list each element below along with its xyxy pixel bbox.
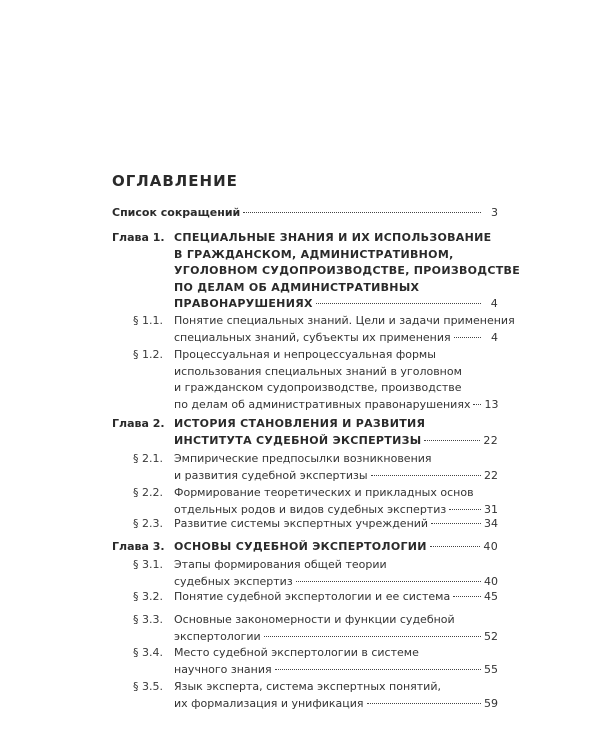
section-title-line: Этапы формирования общей теории xyxy=(174,558,387,571)
page-title: ОГЛАВЛЕНИЕ xyxy=(112,172,238,190)
section-title xyxy=(174,645,498,678)
dot-leader xyxy=(453,596,481,597)
chapter-title-line: СПЕЦИАЛЬНЫЕ ЗНАНИЯ И ИХ ИСПОЛЬЗОВАНИЕ xyxy=(174,231,492,244)
section-title xyxy=(174,679,498,712)
chapter-title-line: ИСТОРИЯ СТАНОВЛЕНИЯ И РАЗВИТИЯ xyxy=(174,417,426,430)
section-title-line: отдельных родов и видов судебных экспертиз xyxy=(174,502,447,516)
dot-leader xyxy=(275,669,481,670)
dot-leader xyxy=(431,523,481,524)
section-label: § 3.3. xyxy=(133,613,163,626)
section-title xyxy=(174,347,498,413)
page-number: 3 xyxy=(491,206,498,219)
section-label: § 1.1. xyxy=(133,314,163,327)
section-title-line: Понятие судебной экспертологии и ее система xyxy=(174,590,451,603)
section-title xyxy=(174,589,498,606)
section-title xyxy=(174,313,515,346)
chapter-title-line: ПО ДЕЛАМ ОБ АДМИНИСТРАТИВНЫХ xyxy=(174,280,420,294)
page-number: 59 xyxy=(484,696,498,710)
dot-leader xyxy=(424,440,480,441)
dot-leader xyxy=(367,703,481,704)
section-title-line: Понятие специальных знаний. Цели и задачи применения xyxy=(174,314,515,327)
dot-leader xyxy=(296,581,481,582)
chapter-title xyxy=(174,230,521,313)
section-title-line: и гражданском судопроизводстве, производстве xyxy=(174,381,462,394)
page-number: 31 xyxy=(484,502,498,516)
section-title-line: Развитие системы экспертных учреждений xyxy=(174,517,429,530)
page-number: 34 xyxy=(484,517,498,530)
chapter-label: Глава 2. xyxy=(112,417,165,430)
dot-leader xyxy=(473,404,481,405)
section-title-line: использования специальных знаний в уголовном xyxy=(174,364,462,378)
page-number: 40 xyxy=(484,574,498,588)
page-number: 22 xyxy=(484,468,498,482)
page-number: 4 xyxy=(491,330,498,344)
dot-leader xyxy=(243,212,481,213)
page-number: 40 xyxy=(483,540,498,553)
section-title-line: их формализация и унификация xyxy=(174,696,364,710)
section-label: § 3.1. xyxy=(133,558,163,571)
section-title-line: судебных экспертиз xyxy=(174,574,293,588)
page-number: 22 xyxy=(483,433,498,447)
chapter-title-line: ПРАВОНАРУШЕНИЯХ xyxy=(174,297,313,310)
section-label: § 2.1. xyxy=(133,452,163,465)
section-title-line: Процессуальная и непроцессуальная формы xyxy=(174,348,436,361)
section-title-line: Место судебной экспертологии в системе xyxy=(174,646,419,659)
section-label: § 2.3. xyxy=(133,517,163,530)
section-title xyxy=(174,485,498,518)
chapter-title-line: УГОЛОВНОМ СУДОПРОИЗВОДСТВЕ, ПРОИЗВОДСТВЕ xyxy=(174,264,521,277)
section-title-line: Формирование теоретических и прикладных основ xyxy=(174,486,474,499)
page-number: 4 xyxy=(490,297,498,310)
dot-leader xyxy=(430,546,481,547)
section-title-line: экспертологии xyxy=(174,629,261,643)
chapter-title-line: В ГРАЖДАНСКОМ, АДМИНИСТРАТИВНОМ, xyxy=(174,247,454,261)
dot-leader xyxy=(371,475,481,476)
dot-leader xyxy=(454,337,481,338)
section-title-line: по делам об административных правонарушениях xyxy=(174,397,471,411)
dot-leader xyxy=(264,636,481,637)
section-title xyxy=(174,557,498,590)
abbreviations-title: Список сокращений xyxy=(112,206,241,219)
chapter-label: Глава 1. xyxy=(112,231,165,244)
section-label: § 2.2. xyxy=(133,486,163,499)
section-label: § 3.5. xyxy=(133,680,163,693)
section-title xyxy=(174,612,498,645)
section-label: § 3.4. xyxy=(133,646,163,659)
page-number: 52 xyxy=(484,629,498,643)
section-title-line: научного знания xyxy=(174,662,272,676)
section-title xyxy=(174,516,498,533)
dot-leader xyxy=(316,303,481,304)
chapter-title-line: ИНСТИТУТА СУДЕБНОЙ ЭКСПЕРТИЗЫ xyxy=(174,433,422,447)
section-title-line: и развития судебной экспертизы xyxy=(174,468,368,482)
page-number: 45 xyxy=(484,590,498,603)
section-label: § 3.2. xyxy=(133,590,163,603)
section-title-line: Язык эксперта, система экспертных понятий, xyxy=(174,680,441,693)
section-title xyxy=(174,451,498,484)
section-title-line: специальных знаний, субъекты их применения xyxy=(174,330,451,344)
section-title-line: Основные закономерности и функции судебной xyxy=(174,613,455,626)
chapter-title xyxy=(174,539,498,556)
chapter-title-line: ОСНОВЫ СУДЕБНОЙ ЭКСПЕРТОЛОГИИ xyxy=(174,540,427,553)
chapter-label: Глава 3. xyxy=(112,540,165,553)
chapter-title xyxy=(174,416,498,449)
dot-leader xyxy=(449,509,481,510)
section-label: § 1.2. xyxy=(133,348,163,361)
page-number: 13 xyxy=(484,397,499,411)
page-number: 55 xyxy=(484,662,498,676)
section-title-line: Эмпирические предпосылки возникновения xyxy=(174,452,432,465)
